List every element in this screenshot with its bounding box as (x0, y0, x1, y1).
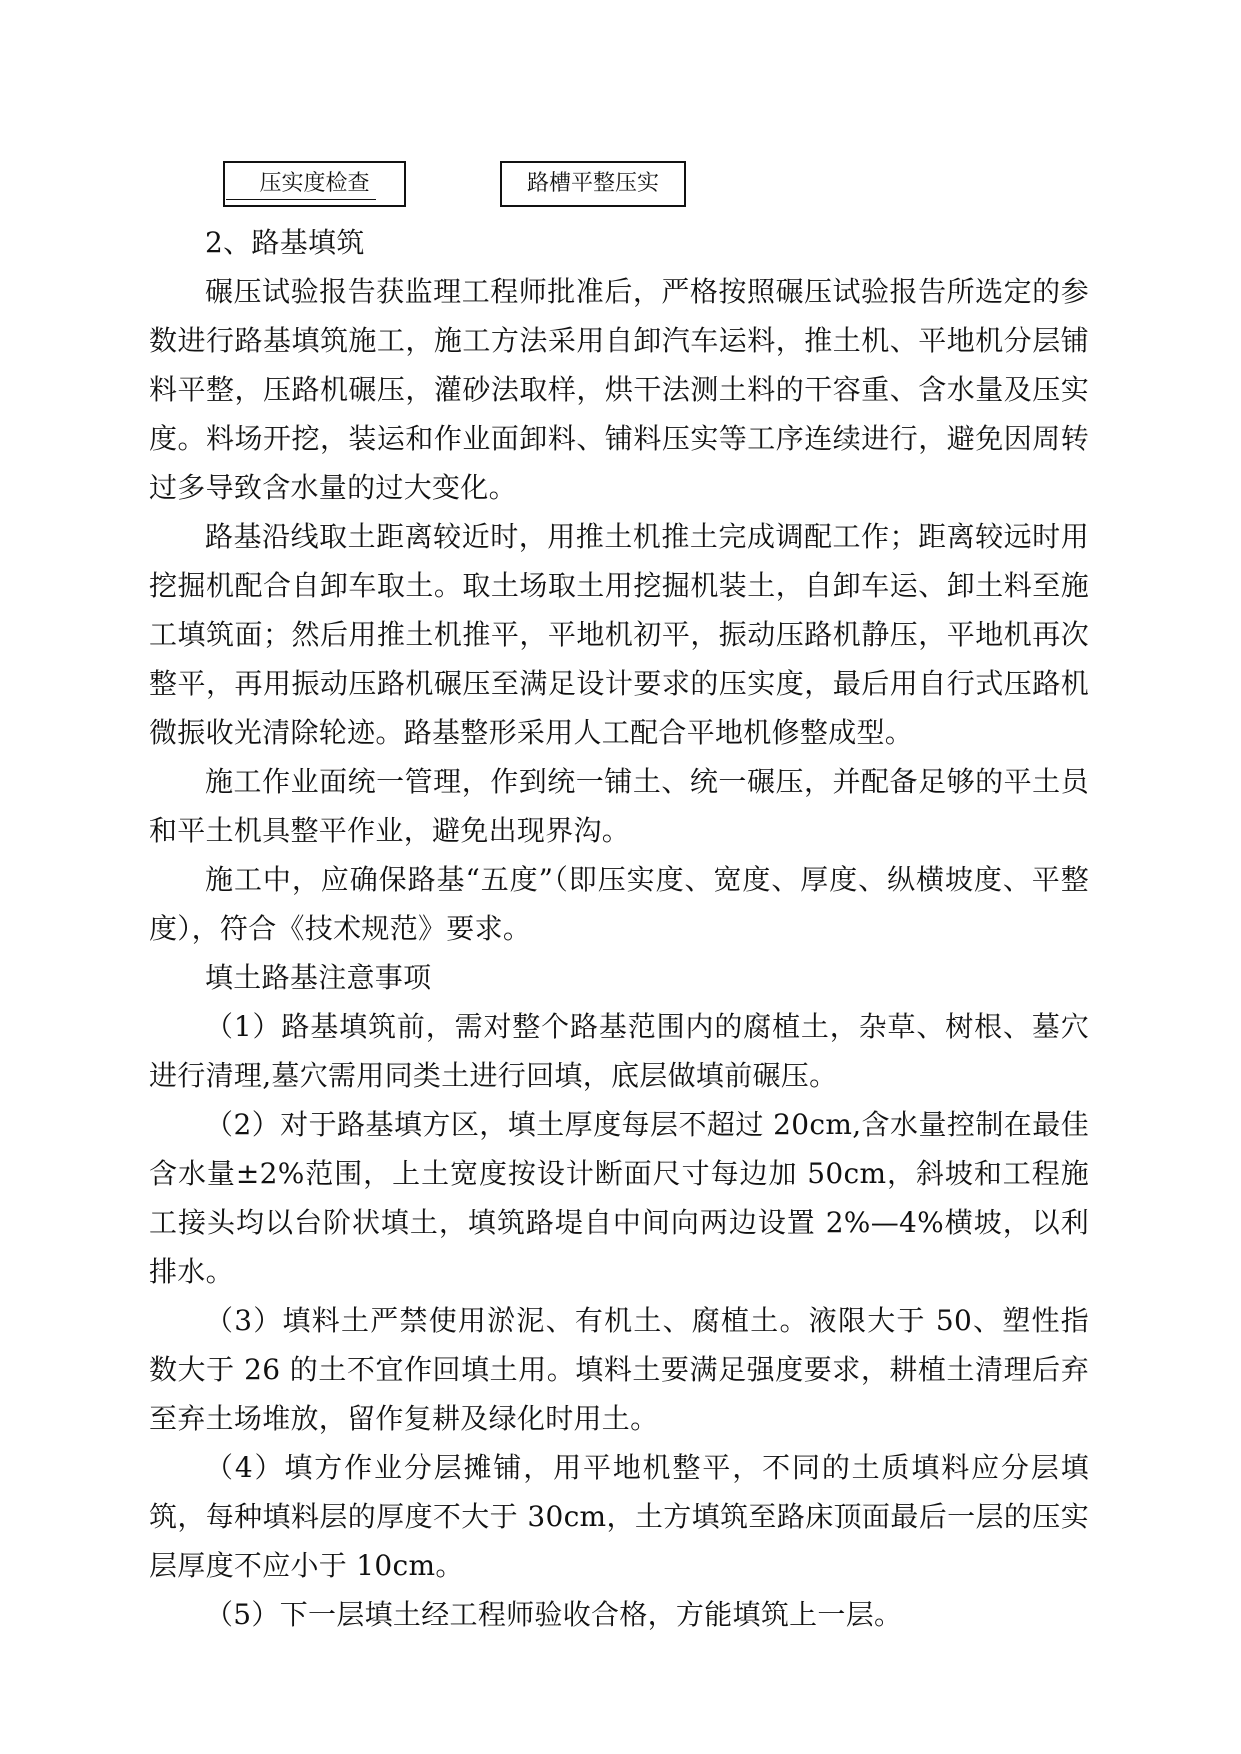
list-item: （3）填料土严禁使用淤泥、有机土、腐植土。液限大于 50、塑性指数大于 26 的土不宜作回填土用。填料土要满足强度要求，耕植土清理后弃至弃土场堆放，留作复耕及绿化时用土。 (149, 1304, 1089, 1435)
flow-box-underline (226, 199, 376, 200)
list-item: （2）对于路基填方区，填土厚度每层不超过 20cm,含水量控制在最佳含水量±2%范围，上土宽度按设计断面尺寸每边加 50cm，斜坡和工程施工接头均以台阶状填土，填筑路堤自中间向两边设置 2%—4%横坡，以利排水。 (149, 1108, 1089, 1288)
subheading: 填土路基注意事项 (205, 961, 432, 994)
document-body (149, 218, 1089, 1639)
paragraph: 施工中，应确保路基“五度”（即压实度、宽度、厚度、纵横坡度、平整度），符合《技术规范》要求。 (149, 863, 1089, 945)
paragraph: 施工作业面统一管理，作到统一铺土、统一碾压，并配备足够的平土员和平土机具整平作业，避免出现界沟。 (149, 765, 1089, 847)
flow-box-label: 压实度检查 (259, 171, 370, 196)
paragraph: 碾压试验报告获监理工程师批准后，严格按照碾压试验报告所选定的参数进行路基填筑施工，施工方法采用自卸汽车运料，推土机、平地机分层铺料平整，压路机碾压，灌砂法取样，烘干法测土料的干容重、含水量及压实度。料场开挖，装运和作业面卸料、铺料压实等工序连续进行，避免因周转过多导致含水量的过大变化。 (149, 275, 1089, 504)
section-heading: 2、路基填筑 (205, 226, 365, 259)
flow-box-subgrade-leveling (500, 161, 686, 207)
flow-box-compaction-check (223, 161, 406, 207)
flow-box-label: 路槽平整压实 (526, 171, 659, 196)
list-item: （1）路基填筑前，需对整个路基范围内的腐植土，杂草、树根、墓穴进行清理,墓穴需用同类土进行回填，底层做填前碾压。 (149, 1010, 1089, 1092)
list-item: （4）填方作业分层摊铺，用平地机整平，不同的土质填料应分层填筑，每种填料层的厚度不大于 30cm，土方填筑至路床顶面最后一层的压实层厚度不应小于 10cm。 (149, 1451, 1089, 1582)
paragraph: 路基沿线取土距离较近时，用推土机推土完成调配工作；距离较远时用挖掘机配合自卸车取土。取土场取土用挖掘机装土，自卸车运、卸土料至施工填筑面；然后用推土机推平，平地机初平，振动压路机静压，平地机再次整平，再用振动压路机碾压至满足设计要求的压实度，最后用自行式压路机微振收光清除轮迹。路基整形采用人工配合平地机修整成型。 (149, 520, 1089, 749)
list-item: （5）下一层填土经工程师验收合格，方能填筑上一层。 (205, 1598, 903, 1631)
